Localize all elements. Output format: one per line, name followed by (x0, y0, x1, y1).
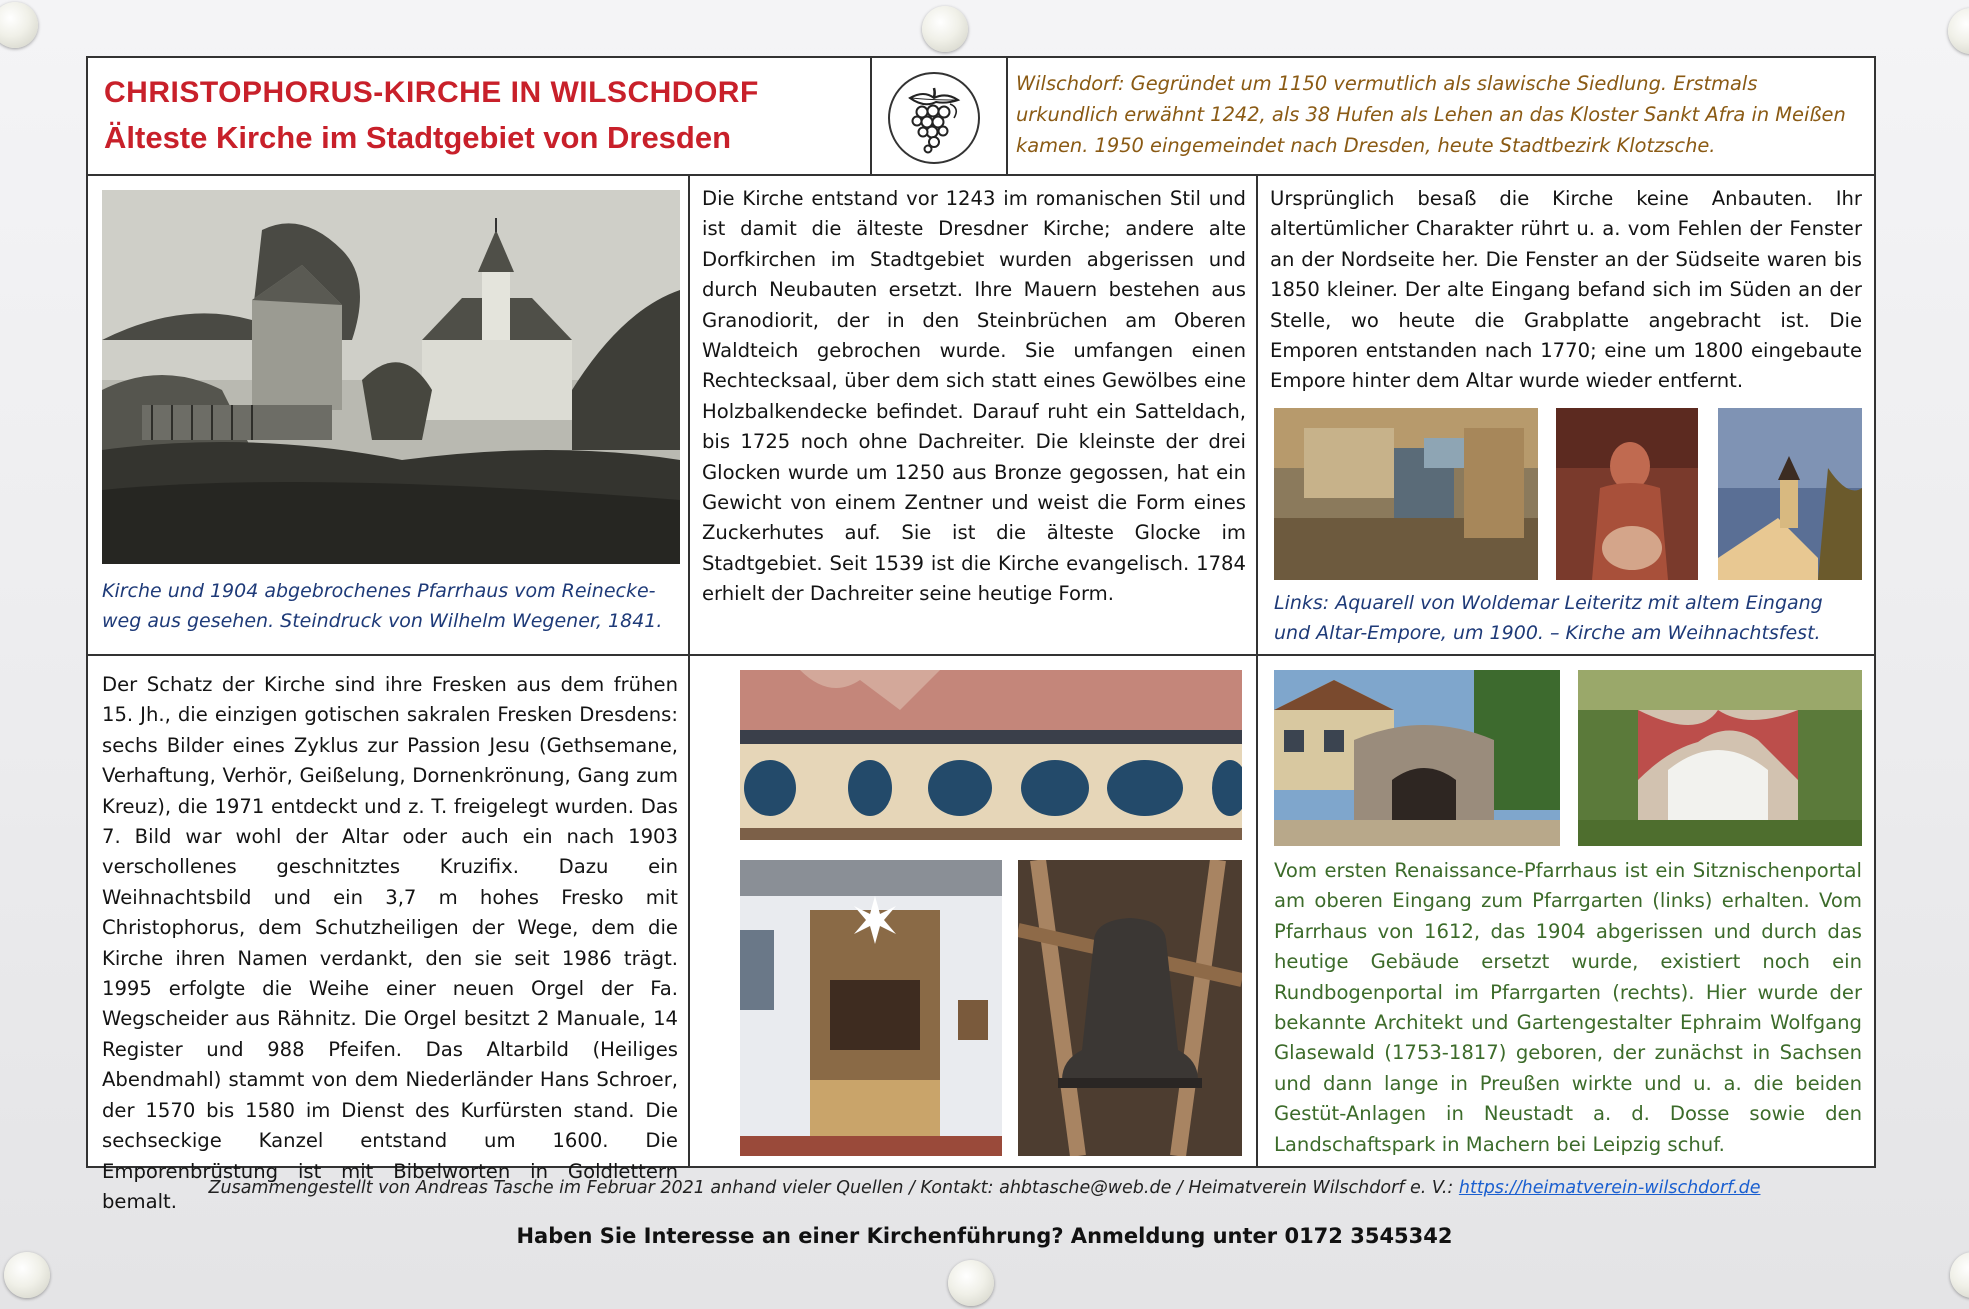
church-christmas-image (1718, 408, 1862, 580)
divider (88, 654, 1874, 656)
christophorus-fresco-image (1556, 408, 1698, 580)
mounting-bolt (0, 2, 38, 48)
altar-interior-image (740, 860, 1002, 1156)
church-tour-notice: Haben Sie Interesse an einer Kirchenführung? Anmeldung unter 0172 3545342 (516, 1224, 1453, 1248)
church-history-text: Die Kirche entstand vor 1243 im romanischen Stil und ist damit die älteste Dresdner Kirche; andere alte Dorfkirchen im Stadtgebiet wurden abgerissen und durch Neubauten ersetzt. Ihre Mauern bestehen aus Granodiorit, der in den Steinbrüchen am Oberen Waldteich gebrochen wurde. Sie umfangen einen Rechtecksaal, über dem sich statt eines Gewölbes eine Holzbalkendecke befindet. Darauf ruht ein Satteldach, bis 1725 noch ohne Dachreiter. Die kleinste der drei Glocken wurde um 1250 aus Bronze gegossen, hat ein Gewicht von einem Zentner und weist die Form eines Zuckerhutes auf. Sie ist die älteste Glocke im Stadtgebiet. Seit 1539 ist die Kirche evangelisch. 1784 erhielt der Dachreiter seine heutige Form. (702, 187, 1246, 606)
divider (1006, 58, 1008, 174)
header (88, 58, 1874, 176)
village-history: Wilschdorf: Gegründet um 1150 vermutlich als slawische Siedlung. Erstmals urkundlich erwähnt 1242, als 38 Hufen als Lehen an das Kloster Sankt Afra in Meißen kamen. 1950 eingemeindet nach Dresden, heute Stadtbezirk Klotzsche. (1016, 72, 1846, 157)
church-engraving-image (102, 190, 680, 564)
gallery-inscriptions-image (740, 670, 1242, 840)
mounting-bolt (922, 6, 968, 52)
grapes-icon (888, 72, 980, 164)
engraving-caption: Kirche und 1904 abgebrochenes Pfarrhaus vom Reinecke-weg aus gesehen. Steindruck von Wilhelm Wegener, 1841. (102, 580, 663, 632)
round-arch-portal-image (1578, 670, 1862, 846)
divider (870, 58, 872, 174)
sign-title: CHRISTOPHORUS-KIRCHE IN WILSCHDORF (104, 76, 759, 109)
mounting-bolt (4, 1252, 50, 1298)
mounting-bolt (1948, 8, 1969, 54)
church-architecture-text: Ursprünglich besaß die Kirche keine Anbauten. Ihr altertümlicher Charakter rührt u. a. vom Fehlen der Fenster an der Nordseite her. Die Fenster an der Südseite waren bis 1850 kleiner. Der alte Eingang befand sich im Süden an der Stelle, wo heute die Grabplatte angebracht ist. Die Emporen entstanden nach 1770; eine um 1800 eingebaute Empore hinter dem Altar wurde wieder entfernt. (1270, 187, 1862, 393)
association-link[interactable]: https://heimatverein-wilschdorf.de (1458, 1178, 1761, 1198)
bell-image (1018, 860, 1242, 1156)
watercolor-interior-image (1274, 408, 1538, 580)
parsonage-text: Vom ersten Renaissance-Pfarrhaus ist ein Sitznischenportal am oberen Eingang zum Pfarrgarten (links) erhalten. Vom Pfarrhaus von 1612, das 1904 abgerissen und durch das heutige Gebäude ersetzt wurde, existiert noch ein Rundbogenportal im Pfarrgarten (rechts). Hier wurde der bekannte Architekt und Gartengestalter Ephraim Wolfgang Glasewald (1753-1817) geboren, der zunächst in Sachsen und dann lange in Preußen wirkte und u. a. die beiden Gestüt-Anlagen in Neustadt a. d. Dosse sowie den Landschaftspark in Machern bei Leipzig schuf. (1274, 859, 1862, 1156)
mounting-bolt (948, 1260, 994, 1306)
mounting-bolt (1950, 1252, 1969, 1298)
photos-caption: Links: Aquarell von Woldemar Leiteritz mit altem Eingang und Altar-Empore, um 1900. – Kirche am Weihnachtsfest. (1274, 592, 1823, 644)
frescoes-text: Der Schatz der Kirche sind ihre Fresken aus dem frühen 15. Jh., die einzigen gotischen sakralen Fresken Dresdens: sechs Bilder eines Zyklus zur Passion Jesu (Gethsemane, Verhaftung, Verhör, Geißelung, Dornenkrönung, Gang zum Kreuz), die 1971 entdeckt und z. T. freigelegt wurden. Das 7. Bild war wohl der Altar oder auch ein nach 1903 verschollenes geschnitztes Kruzifix. Dazu ein Weihnachtsbild und ein 3,7 m hohes Fresko mit Christophorus, dem Schutzheiligen der Wege, dem die Kirche ihren Namen verdankt, den sie seit 1986 trägt. 1995 erfolgte die Weihe einer neuen Orgel der Fa. Wegscheider aus Rähnitz. Die Orgel besitzt 2 Manuale, 14 Register und 988 Pfeifen. Das Altarbild (Heiliges Abendmahl) stammt von dem Niederländer Hans Schroer, der 1570 bis 1580 im Dienst des Kurfürsten stand. Die sechseckige Kanzel entstand um 1600. Die Emporenbrüstung ist mit Bibelworten in Goldlettern bemalt. (102, 673, 678, 1213)
seat-niche-portal-image (1274, 670, 1560, 846)
credits-text: Zusammengestellt von Andreas Tasche im Februar 2021 anhand vieler Quellen / Kontakt: ahbtasche@web.de / Heimatverein Wilschdorf e. V.: (208, 1178, 1459, 1198)
divider (1256, 174, 1258, 1166)
credits-line (0, 1178, 1969, 1198)
sign-subtitle: Älteste Kirche im Stadtgebiet von Dresden (104, 120, 732, 155)
divider (688, 174, 690, 1166)
